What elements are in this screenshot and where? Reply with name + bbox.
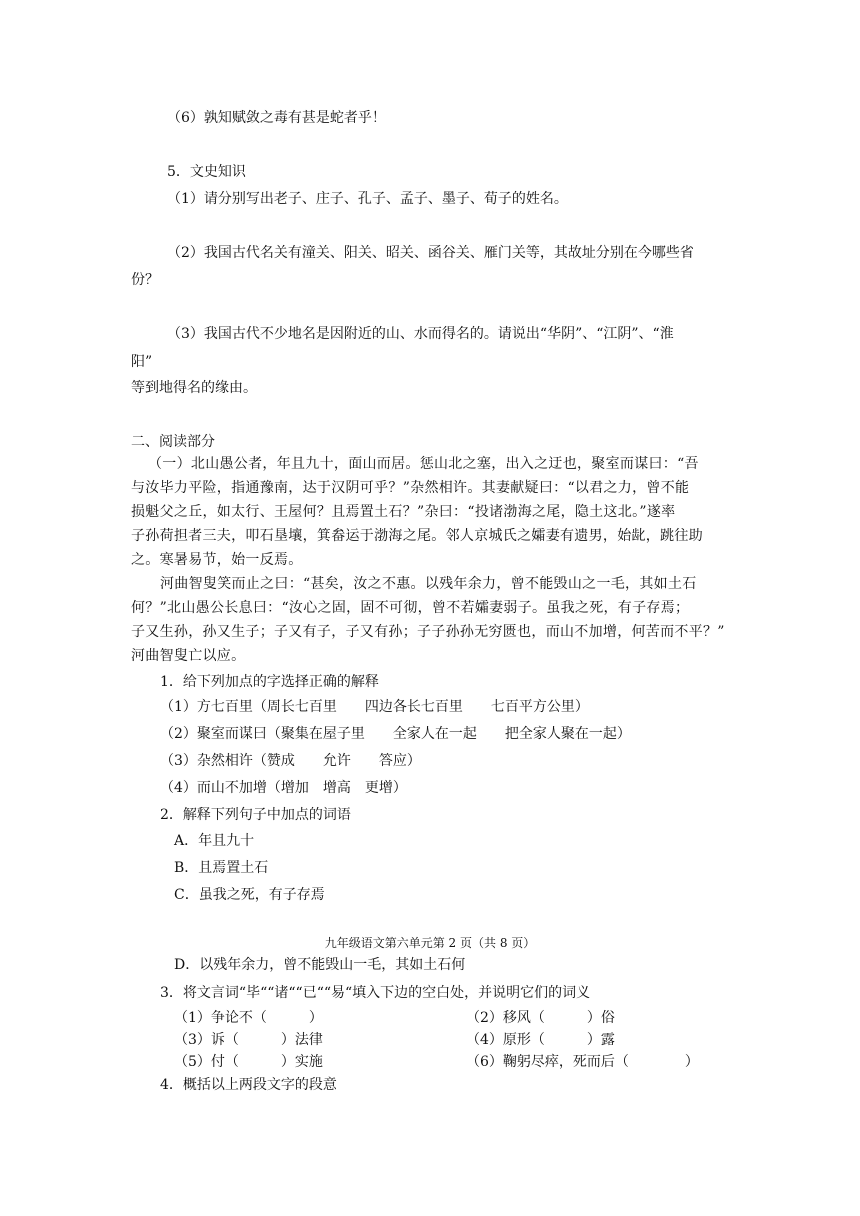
section-5-question-2-line-1: （2）我国古代名关有潼关、阳关、昭关、函谷关、雁门关等，其故址分别在今哪些省 <box>167 245 694 261</box>
question-2-option-c: C．虽我之死，有子存焉 <box>174 887 325 903</box>
question-2-option-b: B．且焉置土石 <box>174 860 269 876</box>
question-2-option-a: A．年且九十 <box>174 833 255 849</box>
question-1-item: （1）方七百里（周长七百里 四边各长七百里 七百平方公里） <box>160 699 589 715</box>
question-1-item: （4）而山不加增（增加 增高 更增） <box>160 780 407 796</box>
part-2-title: 二、阅读部分 <box>131 434 215 450</box>
question-2-title: 2．解释下列句子中加点的词语 <box>160 807 351 823</box>
section-5-question-1: （1）请分别写出老子、庄子、孔子、孟子、墨子、荀子的姓名。 <box>167 191 568 207</box>
question-3-blank-4: （4）原形（ ）露 <box>466 1032 615 1048</box>
question-1-item: （2）聚室而谋曰（聚集在屋子里 全家人在一起 把全家人聚在一起） <box>160 726 631 742</box>
section-5-question-3-line-2: 阳” <box>131 354 153 370</box>
passage-1-line: 与汝毕力平险，指通豫南，达于汉阴可乎？”杂然相许。其妻献疑曰：“以君之力，曾不能 <box>131 480 690 496</box>
question-1-item: （3）杂然相许（赞成 允许 答应） <box>160 753 421 769</box>
question-3-blank-5: （5）付（ ）实施 <box>174 1054 323 1070</box>
passage-2-line: 子又生孙，孙又生子；子又有子，子又有孙；子子孙孙无穷匮也，而山不加增，何苦而不平？” <box>131 624 725 640</box>
question-3-blank-6: （6）鞠躬尽瘁，死而后（ ） <box>466 1054 699 1070</box>
passage-2-line: 河曲智叟笑而止之曰：“甚矣，汝之不惠。以残年余力，曾不能毁山之一毛，其如土石 <box>160 576 697 592</box>
page-footer: 九年级语文第六单元第 2 页（共 8 页） <box>324 936 536 950</box>
passage-2-line: 河曲智叟亡以应。 <box>131 648 246 664</box>
passage-1-line: （一）北山愚公者，年且九十，面山而居。惩山北之塞，出入之迂也，聚室而谋曰：“吾 <box>148 456 699 472</box>
question-4-title: 4．概括以上两段文字的段意 <box>160 1077 337 1093</box>
passage-1-line: 子孙荷担者三夫，叩石垦壤，箕畚运于渤海之尾。邻人京城氏之孀妻有遗男，始龀，跳往助 <box>131 528 703 544</box>
question-3-blank-1: （1）争论不（ ） <box>174 1010 323 1026</box>
question-6: （6）孰知赋敛之毒有甚是蛇者乎！ <box>167 110 386 126</box>
question-2-option-d: D．以残年余力，曾不能毁山一毛，其如土石何 <box>174 957 466 973</box>
section-5-question-3-line-1: （3）我国古代不少地名是因附近的山、水而得名的。请说出“华阴”、“江阴”、“淮 <box>167 326 674 342</box>
section-5-question-2-line-2: 份？ <box>131 272 159 288</box>
question-3-title: 3．将文言词“毕““诸““已““易“填入下边的空白处，并说明它们的词义 <box>160 985 591 1001</box>
section-5-question-3-line-3: 等到地得名的缘由。 <box>131 380 257 396</box>
passage-1-line: 之。寒暑易节，始一反焉。 <box>131 552 303 568</box>
question-3-blank-2: （2）移风（ ）俗 <box>466 1010 615 1026</box>
question-1-title: 1．给下列加点的字选择正确的解释 <box>160 674 379 690</box>
section-5-title: 5．文史知识 <box>167 164 246 180</box>
question-3-blank-3: （3）诉（ ）法律 <box>174 1032 323 1048</box>
passage-2-line: 何？”北山愚公长息曰：“汝心之固，固不可彻，曾不若孀妻弱子。虽我之死，有子存焉； <box>131 600 690 616</box>
passage-1-line: 损魁父之丘，如太行、王屋何？且焉置土石？”杂曰：“投诸渤海之尾，隐土这北。”遂率 <box>131 504 676 520</box>
